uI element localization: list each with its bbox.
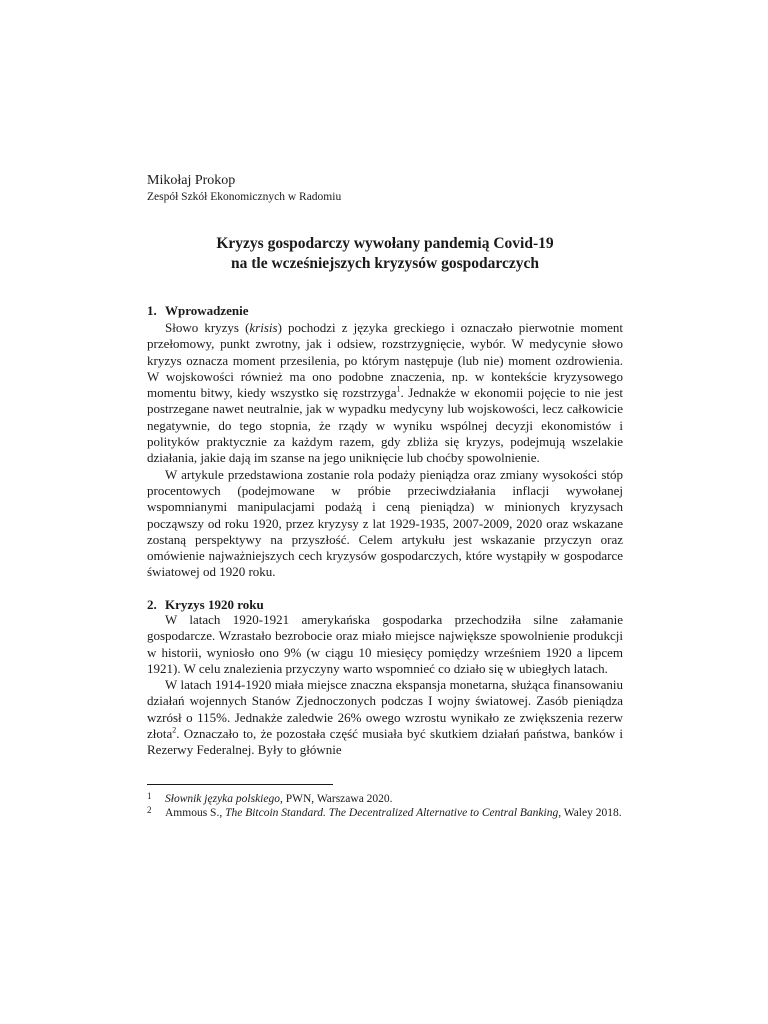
paragraph: W artykule przedstawiona zostanie rola podaży pieniądza oraz zmiany wysokości stóp procentowych (podejmowane w próbie przeciwdziałania inflacji wywołanej wspomnianymi manipulacjami podażą i ceną pieniądza) w minionych kryzysach począwszy od roku 1920, przez kryzysy z lat 1929-1935, 2007-2009, 2020 oraz wskazane zostaną perspektywy na przyszłość. Celem artykułu jest wskazanie przyczyn oraz omówienie najważniejszych cech kryzysów gospodarczych, które wystąpiły w gospodarce światowej od 1920 roku. — [147, 466, 623, 580]
footnote-text: Słownik języka polskiego, PWN, Warszawa 2020. — [165, 793, 393, 805]
paper-title-line-2: na tle wcześniejszych kryzysów gospodarczych — [231, 255, 539, 272]
section-title: Kryzys 1920 roku — [165, 597, 264, 612]
footnote-1 — [147, 792, 623, 807]
section-number: 2. — [147, 597, 157, 612]
footnote-text: Ammous S., The Bitcoin Standard. The Decentralized Alternative to Central Banking, Waley 2018. — [165, 807, 622, 819]
section-body-introduction — [147, 320, 623, 581]
paragraph: W latach 1920-1921 amerykańska gospodarka przechodziła silne załamanie gospodarcze. Wzrastało bezrobocie oraz miało miejsce największe spowolnienie produkcji w historii, wyniosło ono 9% (w ciągu 10 miesięcy pomiędzy wrześniem 1920 a lipcem 1921). W celu znalezienia przyczyny warto wspomnieć co działo się w ubiegłych latach. — [147, 612, 623, 676]
paragraph: W latach 1914-1920 miała miejsce znaczna ekspansja monetarna, służąca finansowaniu działań wojennych Stanów Zjednoczonych podczas I wojny światowej. Zasób pieniądza wzrósł o 115%. Jednakże zaledwie 26% owego wzrostu wynikało ze zwiększenia rezerw złota$^2$. Oznaczało to, że pozostała część musiała być skutkiem działań państwa, banków i Rezerwy Federalnej. Były to głównie — [147, 677, 623, 758]
footnote-reference[interactable]: 1 — [396, 384, 401, 394]
author-affiliation: Zespół Szkół Ekonomicznych w Radomiu — [147, 191, 342, 203]
author-name: Mikołaj Prokop — [147, 173, 236, 188]
section-heading-introduction — [147, 303, 249, 319]
section-body-crisis-1920 — [147, 612, 623, 759]
section-number: 1. — [147, 303, 157, 318]
paragraph: Słowo kryzys (krisis) pochodzi z języka greckiego i oznaczało pierwotnie moment przełomowy, punkt zwrotny, jak i odsiew, rozstrzygnięcie, wybór. W medycynie słowo kryzys oznacza moment przesilenia, po którym następuje (lub nie) moment ozdrowienia. W wojskowości również ma ono podobne znaczenia, np. w kontekście kryzysowego momentu bitwy, kiedy wszystko się rozstrzyga$^1$. Jednakże w ekonomii pojęcie to nie jest postrzegane nawet neutralnie, jak w wypadku medycyny lub wojskowości, lecz całkowicie negatywnie, do tego stopnia, że rządy w wyniku wspólnej decyzji ekonomistów i polityków praktycznie za każdym razem, gdy zbliża się kryzys, podejmują wszelakie działania, jakie dają im szanse na jego uniknięcie lub choćby spowolnienie. — [147, 320, 623, 466]
section-title: Wprowadzenie — [165, 303, 249, 318]
section-heading-crisis-1920 — [147, 597, 264, 613]
footnote-2 — [147, 806, 623, 821]
footnote-mark: 1 — [147, 791, 152, 801]
footnote-reference[interactable]: 2 — [172, 725, 177, 735]
paper-title-line-1: Kryzys gospodarczy wywołany pandemią Covid-19 — [216, 235, 554, 252]
footnote-divider — [147, 784, 333, 785]
footnote-mark: 2 — [147, 805, 152, 815]
